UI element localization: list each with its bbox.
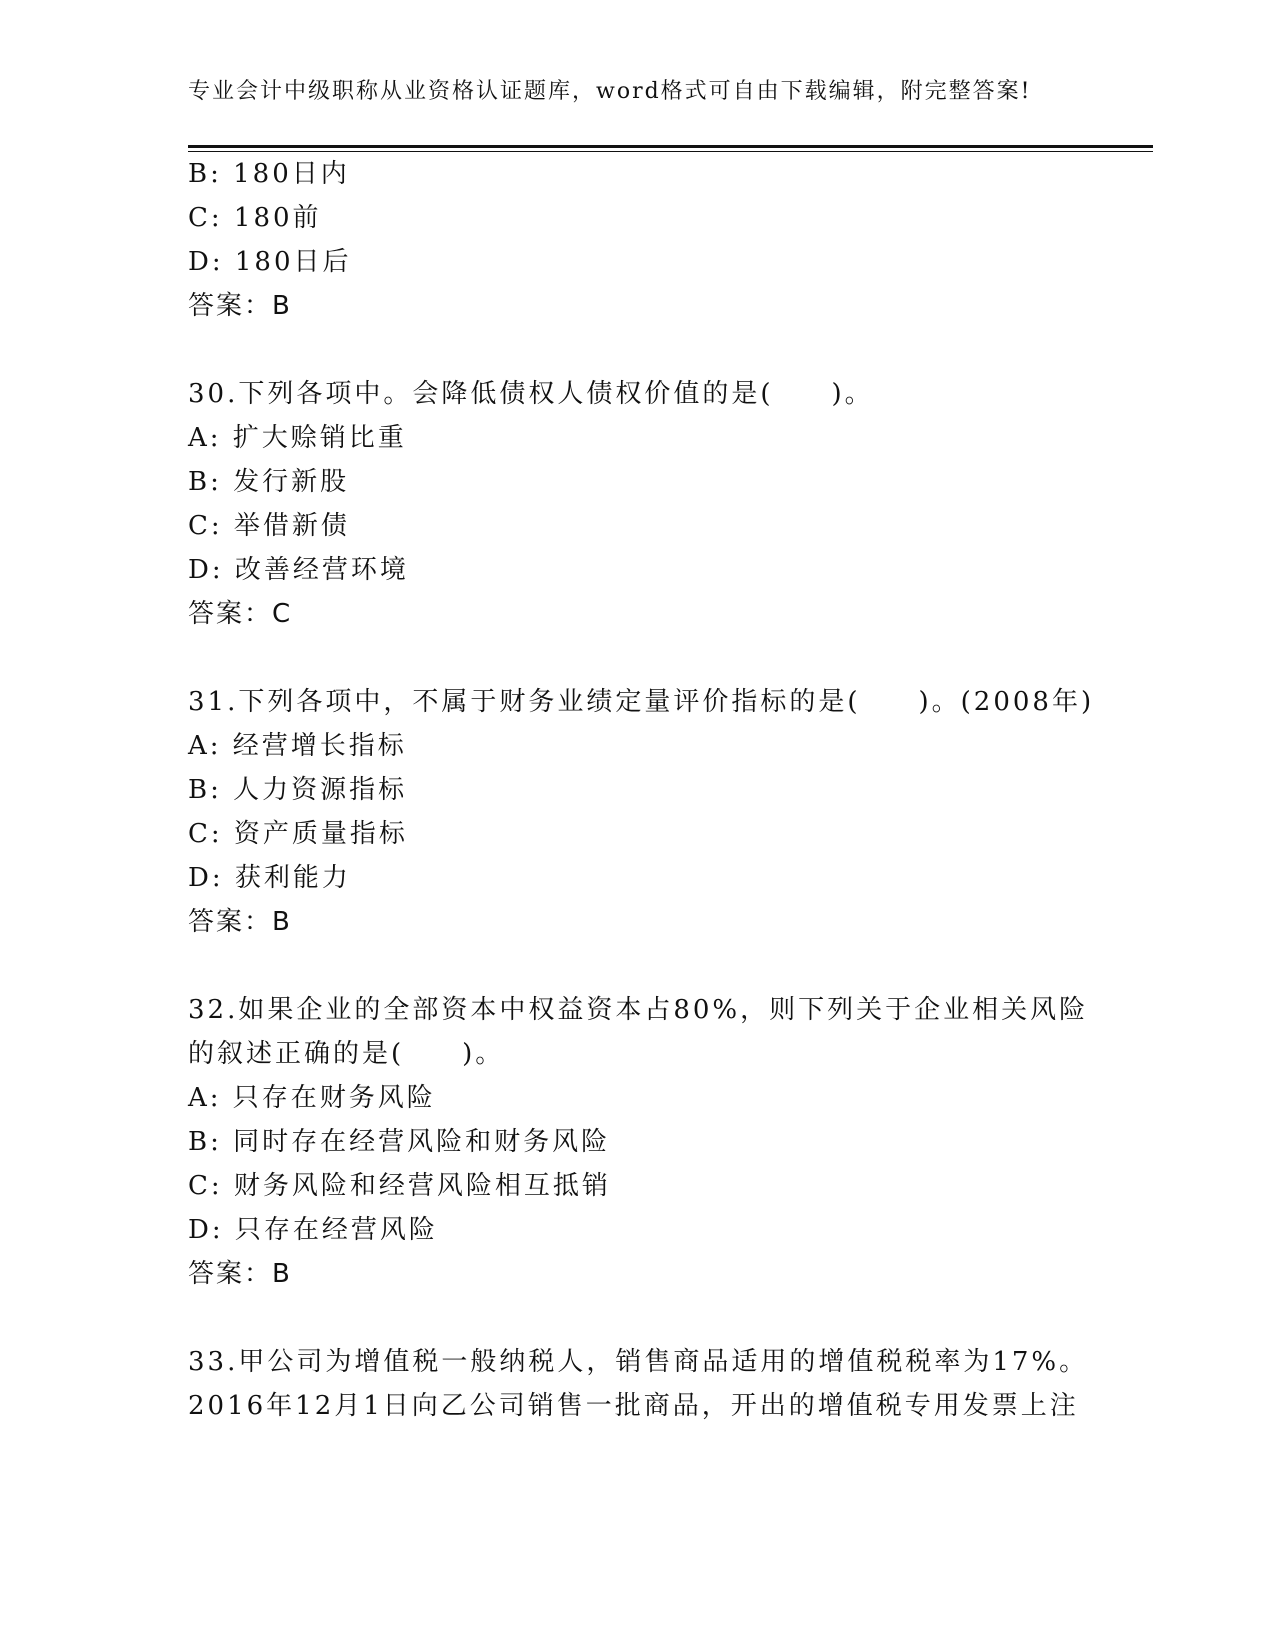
question-stem: 33.甲公司为增值税一般纳税人，销售商品适用的增值税税率为17%。 [188,1347,1089,1377]
option-b: B: 发行新股 [188,467,350,497]
answer-line: 答案：B [188,907,292,937]
option-d: D: 获利能力 [188,863,351,893]
question-stem: 32.如果企业的全部资本中权益资本占80%，则下列关于企业相关风险 [188,995,1089,1025]
option-d: D: 改善经营环境 [188,555,409,585]
answer-line: 答案：B [188,1259,292,1289]
option-c: C: 举借新债 [188,511,350,541]
option-d: D: 只存在经营风险 [188,1215,438,1245]
header-divider-thick [188,145,1153,148]
option-d: D: 180日后 [188,247,352,277]
option-b: B: 人力资源指标 [188,775,408,805]
option-a: A: 扩大赊销比重 [188,423,407,453]
option-c: C: 财务风险和经营风险相互抵销 [188,1171,611,1201]
option-b: B: 180日内 [188,159,350,189]
option-c: C: 180前 [188,203,322,233]
answer-line: 答案：C [188,599,293,629]
page-header: 专业会计中级职称从业资格认证题库，word格式可自由下载编辑，附完整答案! [188,79,1032,104]
option-a: A: 只存在财务风险 [188,1083,436,1113]
question-stem: 31.下列各项中，不属于财务业绩定量评价指标的是( )。(2008年) [188,687,1095,717]
question-stem-continued: 2016年12月1日向乙公司销售一批商品，开出的增值税专用发票上注 [188,1391,1079,1421]
answer-line: 答案：B [188,291,292,321]
header-divider-thin [188,151,1153,152]
option-b: B: 同时存在经营风险和财务风险 [188,1127,611,1157]
question-stem: 30.下列各项中。会降低债权人债权价值的是( )。 [188,379,874,409]
option-a: A: 经营增长指标 [188,731,407,761]
option-c: C: 资产质量指标 [188,819,408,849]
question-stem-continued: 的叙述正确的是( )。 [188,1039,505,1069]
